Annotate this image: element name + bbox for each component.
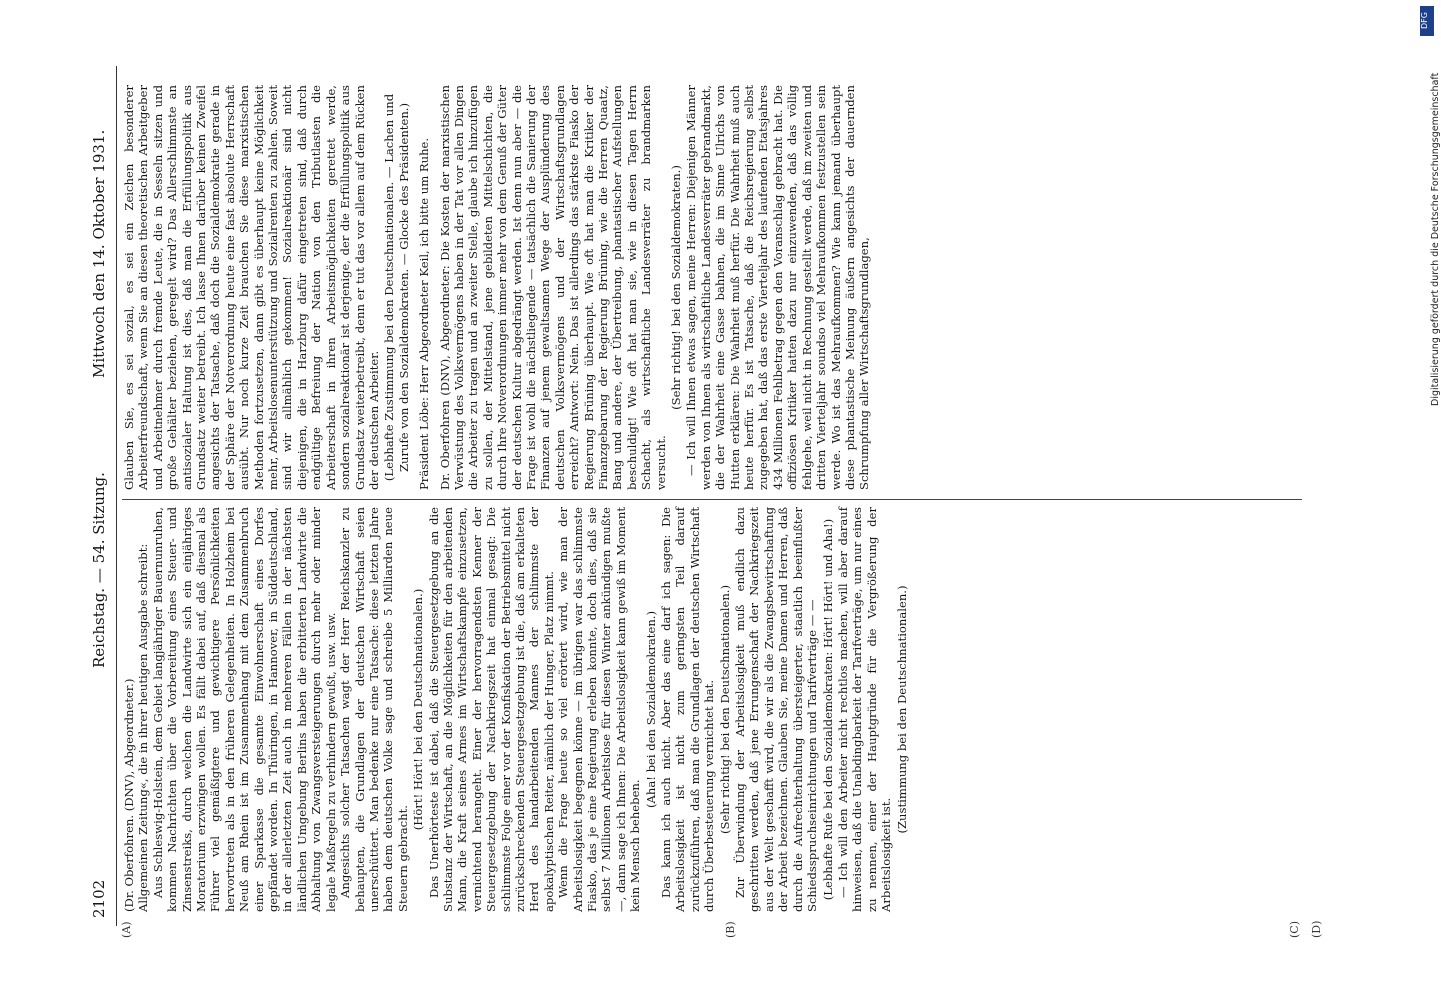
interjection: (Lebhafte Zustimmung bei den Deutschnationalen. — Lachen und Zurufe von den Sozialdemokraten. — Glocke des Präsidenten.) [382, 93, 411, 482]
header-rule [116, 66, 117, 926]
paragraph: Zur Überwindung der Arbeitslosigkeit muß endlich dazu geschritten werden, daß jene Errungenschaft der Nachkriegszeit aus der Welt geschafft wird, die wir als die Zwangsbewirtschaftung der Arbeit bezeichnen. Glauben Sie, meine Damen und Herren, daß durch die Aufrechterhaltung übersteigerter, staatlich beeinflußter Schiedsspruchseinrichtungen und Tarifverträge — — [733, 507, 820, 912]
margin-marker-d: (D) [1310, 920, 1323, 938]
interjection: (Sehr richtig! bei den Sozialdemokraten.) [669, 165, 684, 410]
paragraph: Allgemeinen Zeitung«, die in ihrer heutigen Ausgabe schreibt: [136, 543, 151, 912]
paragraph: Glauben Sie, es sei sozial, es sei ein Zeichen besonderer Arbeiterfreundschaft, wenn Sie an diesen theoretischen Arbeitgeber und Arbeitnehmer durch fremde Leute, die in Sesseln sitzen und große Gehälter beziehen, geregelt wird? Das Allerschlimmste an antisozialer Haltung ist dies, daß man die Erfüllungspolitik aus Grundsatz weiter betreibt. Ich lasse Ihnen darüber keinen Zweifel angesichts der Tatsache, daß doch die Sozialdemokratie gerade in der Sphäre der Notverordnung heute eine fast absolute Herrschaft ausübt. Nur noch kurze Zeit brauchen Sie diese marxistischen Methoden fortzusetzen, dann gibt es überhaupt keine Möglichkeit mehr, Arbeitslosenunterstützung und Sozialrenten zu zahlen. Soweit sind wir allmählich gekommen! Sozialreaktionär sind nicht diejenigen, die in Harzburg dafür eingetreten sind, daß durch endgültige Befreiung der Nation von den Tributlasten die Arbeiterschaft in ihren Arbeitsmöglichkeiten gerettet werde, sondern sozialreaktionär ist derjenige, der die Erfüllungspolitik aus Grundsatz weiterbetreibt, denn er tut das vor allem auf dem Rücken der deutschen Arbeiter. [122, 85, 381, 490]
dfg-logo: DFG [1420, 6, 1434, 36]
paragraph: Das Unerhörteste ist dabei, daß die Steuergesetzgebung an die Substanz der Wirtschaft, an die Möglichkeiten für den arbeitenden Mann, die Kraft seines Armes im Wirtschaftskampfe einzusetzen, vernichtend herangeht. Einer der hervorragendsten Kenner der Steuergesetzgebung der Nachkriegszeit hat einmal gesagt: Die schlimmste Folge einer vor der Konfiskation der Betriebsmittel nicht zurückschreckenden Steuergesetzgebung ist die, daß am erkalteten Herd des handarbeitenden Mannes der schlimmste der apokalyptischen Reiter, nämlich der Hunger, Platz nimmt. [426, 507, 556, 912]
paragraph: Aus Schleswig-Holstein, dem Gebiet langjähriger Bauernunruhen, kommen Nachrichten über die Vorbereitung eines Steuer- und Zinsenstreiks, durch welchen die Landwirte sich ein einjähriges Moratorium erzwingen wollen. Es fällt dabei auf, daß diesmal als Führer viel gemäßigtere und gewichtigere Persönlichkeiten hervortreten als in den früheren Gelegenheiten. In Holzheim bei Neuß am Rhein ist im Zusammenhang mit dem Zusammenbruch einer Sparkasse die gesamte Einwohnerschaft eines Dorfes gepfändet worden. In Thüringen, in Hannover, in Süddeutschland, in der allerletzten Zeit auch in mehreren Fällen in der nächsten ländlichen Umgebung Berlins haben die erbitterten Landwirte die Abhaltung von Zwangsversteigerungen durch mehr oder minder legale Maßregeln zu verhindern gewußt, usw. usw. [150, 507, 338, 912]
session-title: Reichstag. — 54. Sitzung. [90, 472, 108, 668]
rotated-document-page [84, 66, 1324, 938]
interjection: (Aha! bei den Sozialdemokraten.) [643, 610, 658, 809]
interjection: (Sehr richtig! bei den Deutschnationalen.) [717, 584, 732, 835]
speaker-continuation: (Dr. Oberfohren. (DNV), Abgeordneter.) [122, 678, 136, 912]
interjection: (Zustimmung bei den Deutschnationalen.) [894, 585, 909, 834]
margin-marker-a: (A) [120, 921, 133, 938]
paragraph: Angesichts solcher Tatsachen wagt der Herr Reichskanzler zu behaupten, die Grundlagen der deutschen Wirtschaft seien unerschüttert. Man bedenke nur eine Tatsache: diese letzten Jahre haben dem deutschen Volke sage und schreibe 5 Milliarden neue Steuern gebracht. [338, 507, 410, 912]
president-remark: Präsident Löbe: Herr Abgeordneter Keil, ich bitte um Ruhe. [417, 137, 432, 490]
right-text-column [122, 85, 1302, 490]
paragraph: — Ich will den Arbeiter nicht rechtlos machen, will aber darauf hinweisen, daß die Unabdingbarkeit der Tarifverträge, um nur eines zu nennen, einer der Hauptgründe für die Vergrößerung der Arbeitslosigkeit ist. [835, 507, 894, 912]
session-date: Mittwoch den 14. Oktober 1931. [90, 129, 108, 378]
page-number: 2102 [90, 879, 108, 918]
paragraph: Das kann ich auch nicht. Aber das eine darf ich sagen: Die Arbeitslosigkeit ist nicht zum geringsten Teil darauf zurückzuführen, daß man die Grundlagen der deutschen Wirtschaft durch Überbesteuerung vernichtet hat. [659, 507, 717, 912]
left-text-column [122, 507, 1302, 912]
page-header [84, 68, 114, 918]
paragraph: — Ich will Ihnen etwas sagen, meine Herren: Diejenigen Männer werden von Ihnen als wirtschaftliche Landesverräter gebrandmarkt, die der Wahrheit eine Gasse bahnen, die im Sinne Ulrichs von Hutten erklären: Die Wahrheit muß herfür. Die Wahrheit muß auch heute herfür. Es ist Tatsache, daß die Reichsregierung selbst zugegeben hat, daß das erste Vierteljahr des laufenden Etatsjahres 434 Millionen Fehlbetrag gegen den Voranschlag gebracht hat. Die offiziösen Kritiker hatten dazu nur einzuwenden, daß das völlig fehlgehe, weil nicht in Rechnung gestellt werde, daß im zweiten und dritten Vierteljahr soundso viel Mehraufkommen festzustellen sein werde. Wo ist das Mehraufkommen? Wie kann jemand überhaupt diese phantastische Meinung äußern angesichts der dauernden Schrumpfung aller Wirtschaftsgrundlagen, [684, 85, 872, 490]
speaker-paragraph: Dr. Oberfohren (DNV), Abgeordneter: Die Kosten der marxistischen Verwüstung des Volksvermögens haben in der Tat vor allen Dingen die Arbeiter zu tragen und an zweiter Stelle, glaube ich hinzufügen zu sollen, der Mittelstand, jene gebildeten Mittelschichten, die durch Ihre Notverordnungen immer mehr von dem Genuß der Güter der deutschen Kultur abgedrängt werden. Ist denn nun aber — die Frage ist wohl die nächstliegende — tatsächlich die Sanierung der Finanzen auf jenem gewaltsamen Wege der Ausplünderung des deutschen Volksvermögens und der Wirtschaftsgrundlagen erreicht? Antwort: Nein. Das ist allerdings das stärkste Fiasko der Regierung Brüning überhaupt. Wie oft hat man die Kritiker der Finanzgebarung der Regierung Brüning, wie die Herren Quaatz, Bang und andere, der Übertreibung, phantastischer Aufstellungen beschuldigt! Wie oft hat man sie, wie in diesen Tagen Herrn Schacht, als wirtschaftliche Landesverräter zu brandmarken versucht. [437, 85, 668, 490]
column-divider [122, 499, 1302, 500]
margin-marker-c: (C) [1288, 921, 1301, 938]
paragraph: Wenn die Frage heute so viel erörtert wird, wie man der Arbeitslosigkeit begegnen könne — im übrigen war das schlimmste Fiasko, das je eine Regierung erleben konnte, doch dies, daß sie selbst 7 Millionen Arbeitslose für diesen Winter ankündigen mußte —, dann sage ich Ihnen: Die Arbeitslosigkeit kann gewiß im Moment kein Mensch beheben. [556, 507, 643, 912]
interjection: (Lebhafte Rufe bei den Sozialdemokraten: Hört! Hört! und Aha!) [820, 518, 835, 901]
margin-marker-b: (B) [724, 921, 737, 938]
interjection: (Hört! Hört! bei den Deutschnationalen.) [411, 588, 426, 831]
digitization-note: Digitalisierung gefördert durch die Deutsche Forschungsgemeinschaft [1430, 72, 1441, 406]
digitization-sidebar [1418, 6, 1441, 996]
